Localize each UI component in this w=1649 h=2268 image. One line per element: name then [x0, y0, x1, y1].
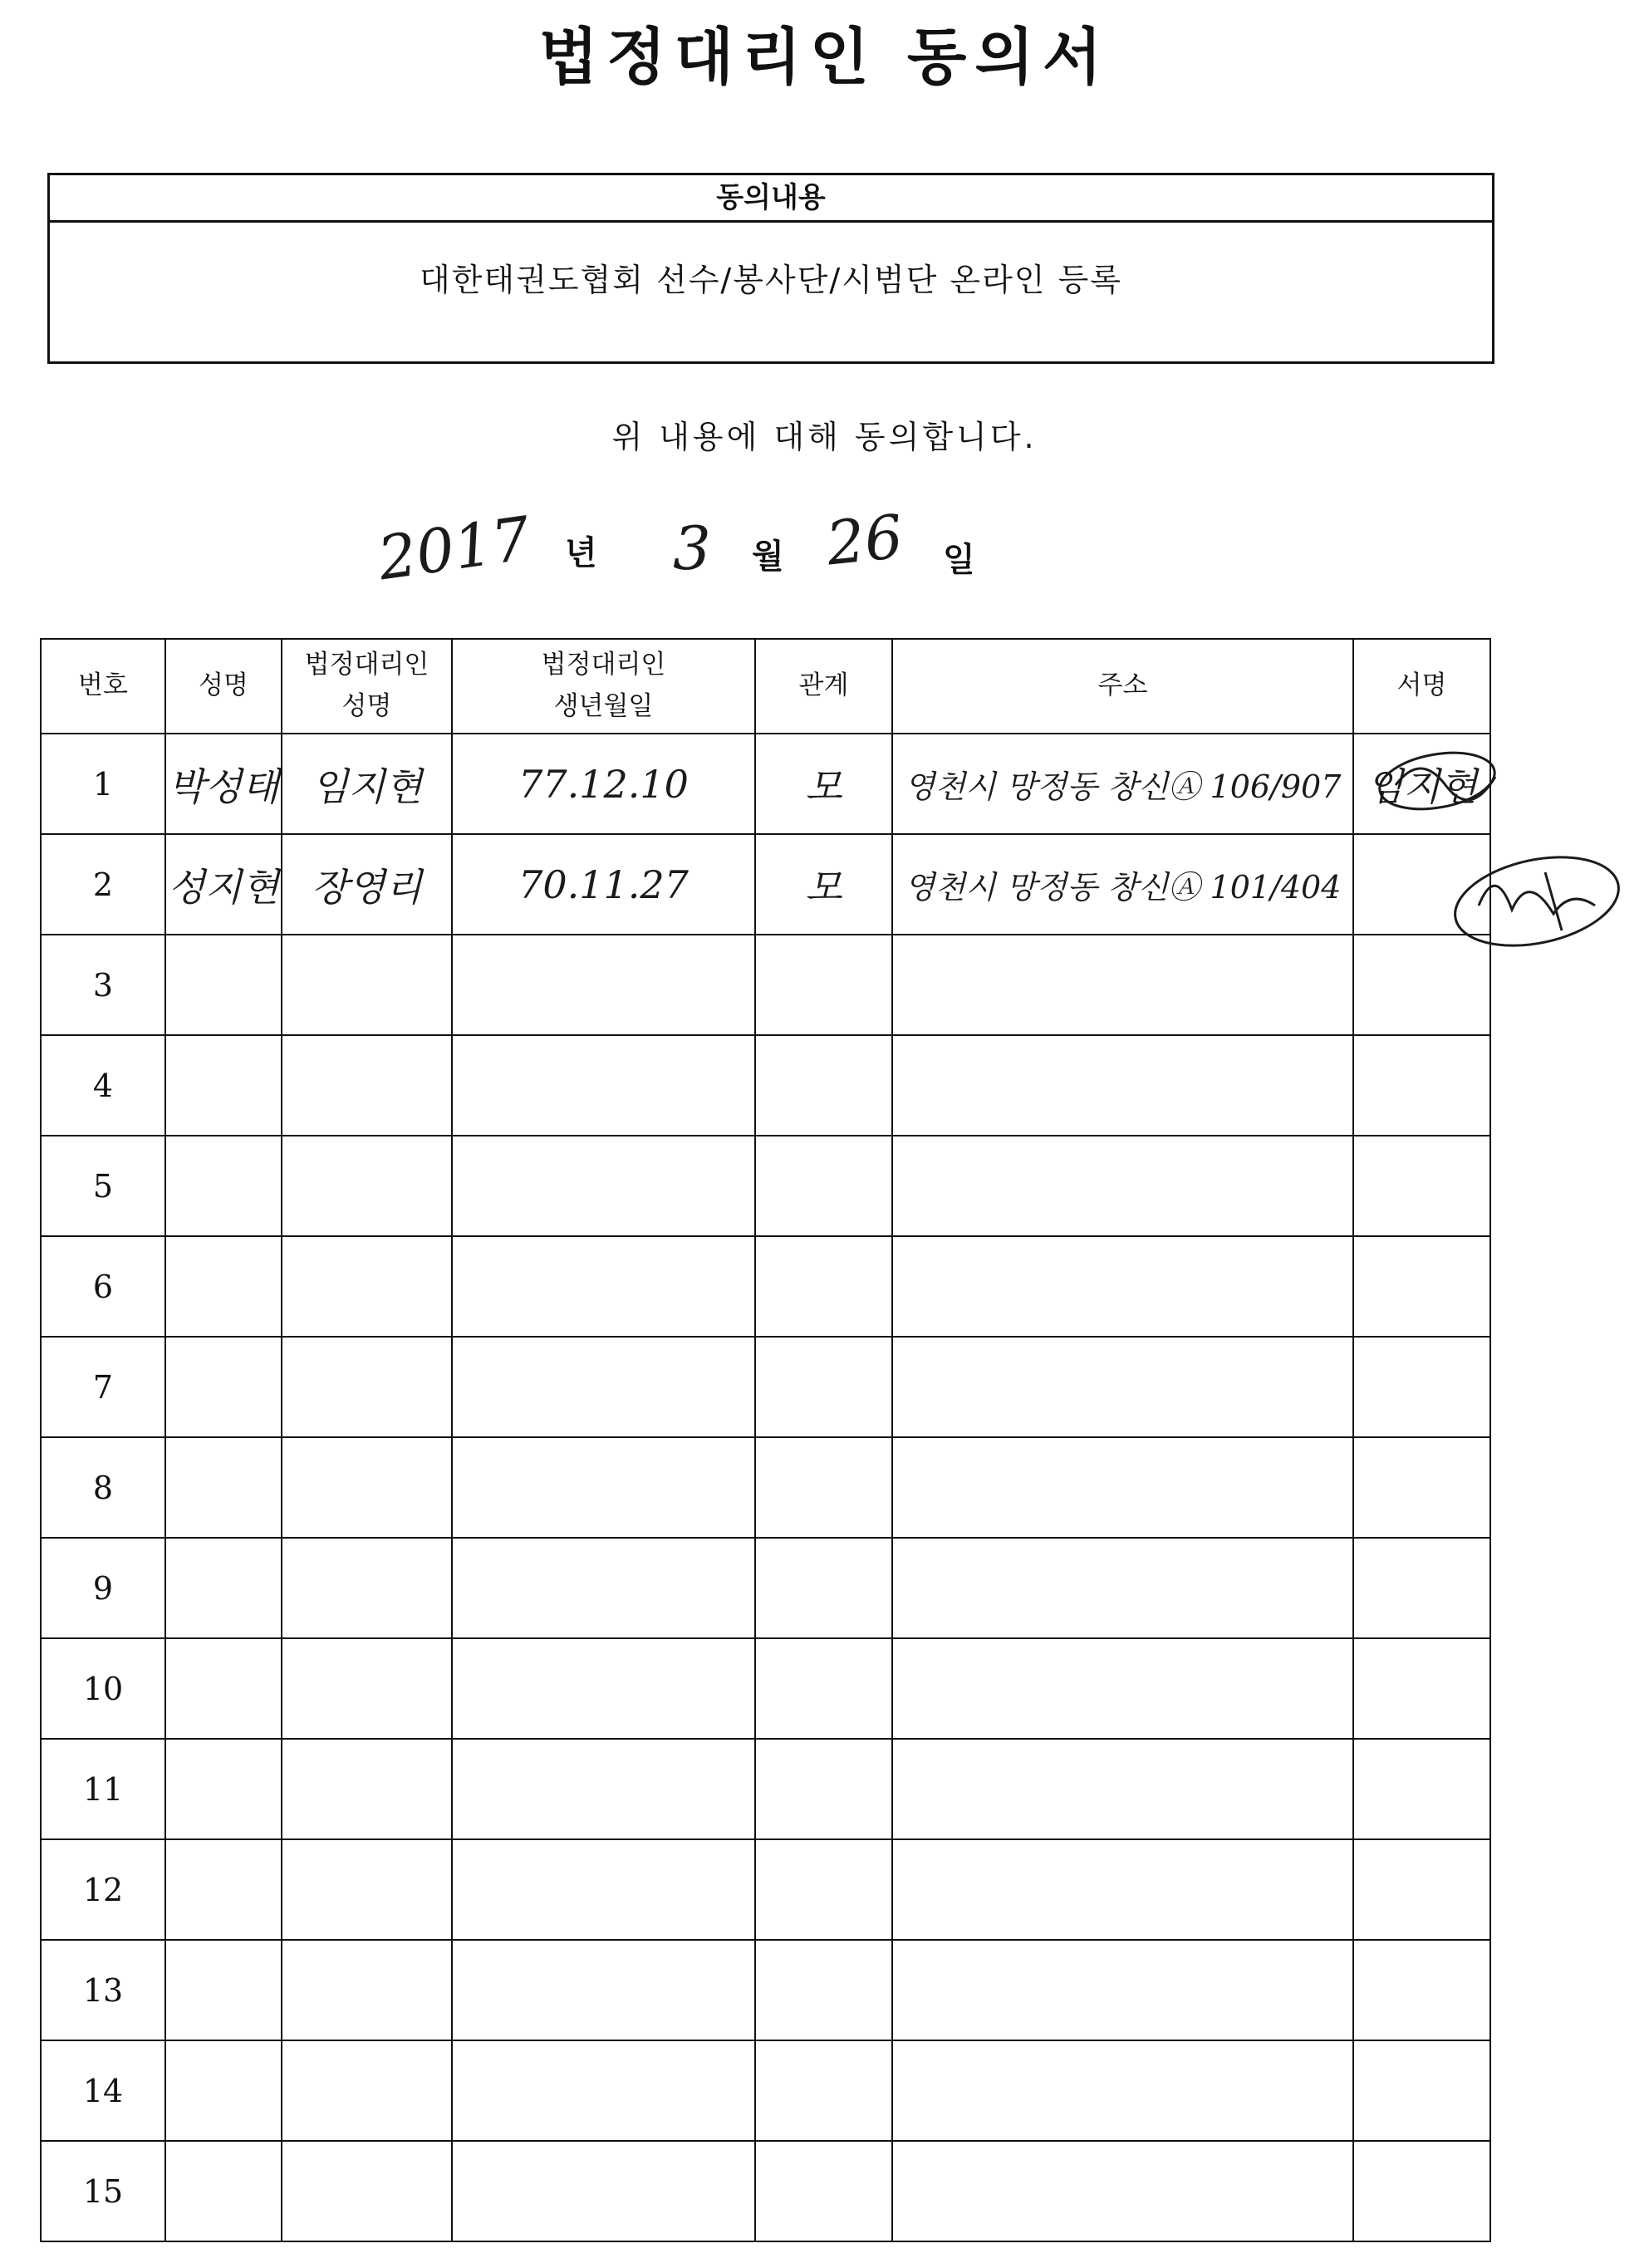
cell-relation — [755, 1136, 892, 1236]
cell-guardian-name — [282, 1940, 452, 2040]
cell-guardian-birth — [452, 1538, 755, 1638]
cell-relation — [755, 2040, 892, 2141]
cell-guardian-name — [282, 1437, 452, 1538]
cell-address — [892, 935, 1353, 1035]
table-row — [41, 1638, 1490, 1739]
cell-number: 10 — [41, 1638, 165, 1739]
cell-signature — [1353, 2141, 1490, 2241]
cell-guardian-name — [282, 1035, 452, 1136]
cell-relation — [755, 1437, 892, 1538]
header-name: 성명 — [165, 639, 282, 734]
cell-guardian-name — [282, 1839, 452, 1940]
cell-guardian-birth — [452, 1437, 755, 1538]
cell-guardian-birth — [452, 2040, 755, 2141]
cell-number: 12 — [41, 1839, 165, 1940]
cell-address — [892, 2040, 1353, 2141]
cell-name: 성지현 — [165, 834, 282, 935]
cell-guardian-birth — [452, 1035, 755, 1136]
cell-address — [892, 1437, 1353, 1538]
cell-signature — [1353, 1940, 1490, 2040]
cell-address — [892, 1035, 1353, 1136]
cell-guardian-birth — [452, 1638, 755, 1739]
cell-guardian-name — [282, 2141, 452, 2241]
date-day-handwritten: 26 — [822, 501, 906, 579]
cell-relation: 모 — [755, 734, 892, 834]
cell-relation — [755, 1035, 892, 1136]
cell-signature — [1353, 1337, 1490, 1437]
cell-name — [165, 2141, 282, 2241]
cell-guardian-birth — [452, 935, 755, 1035]
cell-number: 13 — [41, 1940, 165, 2040]
cell-signature — [1353, 1538, 1490, 1638]
cell-guardian-birth — [452, 1839, 755, 1940]
cell-guardian-name: 임지현 — [282, 734, 452, 834]
cell-guardian-name — [282, 935, 452, 1035]
cell-relation — [755, 1538, 892, 1638]
cell-name — [165, 1739, 282, 1839]
table-row — [41, 1035, 1490, 1136]
cell-guardian-birth — [452, 1940, 755, 2040]
cell-signature — [1353, 1035, 1490, 1136]
table-row — [41, 1136, 1490, 1236]
table-row — [41, 834, 1490, 935]
cell-relation — [755, 935, 892, 1035]
cell-address — [892, 1739, 1353, 1839]
registration-table — [40, 638, 1491, 2242]
signature-scribble-row-2 — [1445, 839, 1645, 964]
cell-signature — [1353, 1236, 1490, 1337]
cell-relation: 모 — [755, 834, 892, 935]
cell-number: 3 — [41, 935, 165, 1035]
cell-signature — [1353, 2040, 1490, 2141]
header-guardian-name: 법정대리인 성명 — [282, 639, 452, 734]
cell-guardian-name: 장영리 — [282, 834, 452, 935]
date-month-unit: 월 — [752, 538, 784, 576]
cell-name — [165, 1236, 282, 1337]
date-year-handwritten: 2017 — [374, 503, 535, 594]
cell-address — [892, 1538, 1353, 1638]
cell-guardian-name — [282, 2040, 452, 2141]
cell-guardian-birth: 70.11.27 — [452, 834, 755, 935]
table-row — [41, 1337, 1490, 1437]
table-row — [41, 1739, 1490, 1839]
date-day-unit: 일 — [943, 541, 975, 579]
cell-signature — [1353, 1136, 1490, 1236]
cell-address — [892, 1236, 1353, 1337]
header-signature: 서명 — [1353, 639, 1490, 734]
cell-relation — [755, 1839, 892, 1940]
table-row — [41, 2040, 1490, 2141]
cell-guardian-name — [282, 1337, 452, 1437]
cell-number: 15 — [41, 2141, 165, 2241]
table-row — [41, 935, 1490, 1035]
cell-signature — [1353, 1839, 1490, 1940]
date-month-handwritten: 3 — [673, 513, 711, 583]
cell-signature — [1353, 1739, 1490, 1839]
cell-relation — [755, 1940, 892, 2040]
cell-name — [165, 1839, 282, 1940]
cell-guardian-birth — [452, 2141, 755, 2241]
date-year-unit: 년 — [565, 534, 597, 572]
cell-number: 8 — [41, 1437, 165, 1538]
cell-name — [165, 935, 282, 1035]
table-body — [41, 734, 1490, 2241]
cell-number: 7 — [41, 1337, 165, 1437]
signature-scribble-row-1 — [1371, 735, 1537, 827]
cell-relation — [755, 1638, 892, 1739]
cell-name — [165, 2040, 282, 2141]
cell-guardian-birth — [452, 1136, 755, 1236]
header-address: 주소 — [892, 639, 1353, 734]
header-guardian-birth: 법정대리인 생년월일 — [452, 639, 755, 734]
cell-number: 2 — [41, 834, 165, 935]
cell-number: 6 — [41, 1236, 165, 1337]
header-number: 번호 — [41, 639, 165, 734]
cell-number: 4 — [41, 1035, 165, 1136]
cell-number: 5 — [41, 1136, 165, 1236]
cell-signature — [1353, 1437, 1490, 1538]
cell-number: 9 — [41, 1538, 165, 1638]
cell-relation — [755, 1739, 892, 1839]
cell-name — [165, 1538, 282, 1638]
cell-guardian-name — [282, 1136, 452, 1236]
cell-address — [892, 1839, 1353, 1940]
cell-address — [892, 1136, 1353, 1236]
cell-relation — [755, 1236, 892, 1337]
table-row — [41, 1236, 1490, 1337]
table-row — [41, 1940, 1490, 2040]
cell-address: 영천시 망정동 창신Ⓐ 106/907 — [892, 734, 1353, 834]
table-row — [41, 734, 1490, 834]
cell-guardian-birth — [452, 1739, 755, 1839]
cell-guardian-birth: 77.12.10 — [452, 734, 755, 834]
cell-signature: 임지현 — [1353, 734, 1490, 834]
consent-body: 대한태권도협회 선수/봉사단/시범단 온라인 등록 — [419, 262, 1122, 298]
cell-signature — [1353, 1638, 1490, 1739]
agreement-statement: 위 내용에 대해 동의합니다. — [611, 419, 1038, 455]
cell-address — [892, 1940, 1353, 2040]
cell-guardian-name — [282, 1538, 452, 1638]
cell-address: 영천시 망정동 창신Ⓐ 101/404 — [892, 834, 1353, 935]
document-title: 법정대리인 동의서 — [538, 22, 1111, 93]
cell-guardian-birth — [452, 1337, 755, 1437]
cell-name — [165, 1437, 282, 1538]
cell-number: 1 — [41, 734, 165, 834]
date-line — [0, 498, 1649, 594]
table-row — [41, 1839, 1490, 1940]
cell-name: 박성태 — [165, 734, 282, 834]
table-row — [41, 1538, 1490, 1638]
cell-name — [165, 1136, 282, 1236]
cell-guardian-name — [282, 1638, 452, 1739]
cell-address — [892, 1638, 1353, 1739]
cell-guardian-name — [282, 1739, 452, 1839]
cell-name — [165, 1638, 282, 1739]
cell-number: 11 — [41, 1739, 165, 1839]
cell-relation — [755, 2141, 892, 2241]
header-relation: 관계 — [755, 639, 892, 734]
cell-guardian-name — [282, 1236, 452, 1337]
table-row — [41, 1437, 1490, 1538]
cell-number: 14 — [41, 2040, 165, 2141]
cell-name — [165, 1940, 282, 2040]
table-header-row — [41, 639, 1490, 734]
table-row — [41, 2141, 1490, 2241]
consent-box — [47, 173, 1494, 364]
cell-name — [165, 1035, 282, 1136]
cell-address — [892, 1337, 1353, 1437]
consent-header: 동의내용 — [50, 175, 1492, 223]
cell-address — [892, 2141, 1353, 2241]
cell-name — [165, 1337, 282, 1437]
cell-relation — [755, 1337, 892, 1437]
cell-guardian-birth — [452, 1236, 755, 1337]
